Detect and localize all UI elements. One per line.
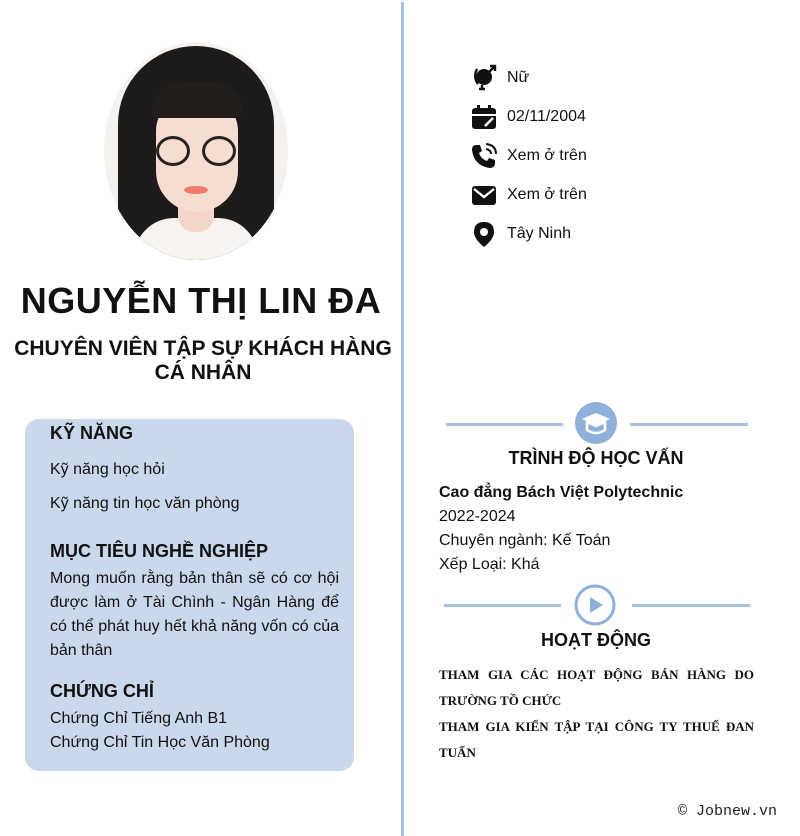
certificate-item: Chứng Chỉ Tiếng Anh B1 xyxy=(50,710,228,727)
objective-heading: MỤC TIÊU NGHỀ NGHIỆP xyxy=(50,541,269,561)
certificate-item: Chứng Chỉ Tin Học Văn Phòng xyxy=(50,734,270,751)
contact-info xyxy=(470,58,587,253)
phone-value: Xem ở trên xyxy=(507,146,587,164)
education-heading: TRÌNH ĐỘ HỌC VẤN xyxy=(508,448,684,468)
email-value: Xem ở trên xyxy=(507,185,587,203)
objective-text: Mong muốn rằng bản thân sẽ có cơ hội được làm ở Tài Chình - Ngân Hàng để có thể phát huy hết khả năng vốn có của bản thân xyxy=(50,570,339,659)
activities-line-right xyxy=(632,604,750,607)
school-name: Cao đẳng Bách Việt Polytechnic xyxy=(439,484,684,501)
education-details xyxy=(439,481,683,577)
education-grade: Xếp Loại: Khá xyxy=(439,556,540,573)
certificates-heading: CHỨNG CHỈ xyxy=(50,681,154,701)
map-pin-icon xyxy=(470,220,498,248)
education-line-right xyxy=(630,423,748,426)
contact-email[interactable] xyxy=(470,175,587,214)
skill-item: Kỹ năng tin học văn phòng xyxy=(50,495,240,512)
copyright-footer: © Jobnew.vn xyxy=(678,803,778,820)
education-period: 2022-2024 xyxy=(439,508,516,525)
graduation-cap-icon xyxy=(575,402,617,444)
skills-heading: KỸ NĂNG xyxy=(50,423,134,443)
play-circle-icon xyxy=(574,584,616,626)
contact-gender xyxy=(470,58,587,97)
full-name: NGUYỄN THỊ LIN ĐA xyxy=(20,280,382,321)
gender-icon xyxy=(470,64,498,92)
calendar-icon xyxy=(470,103,498,131)
contact-birthday xyxy=(470,97,587,136)
education-major: Chuyên ngành: Kế Toán xyxy=(439,532,611,549)
left-info-panel xyxy=(25,419,354,771)
gender-value: Nữ xyxy=(507,68,530,86)
contact-phone[interactable] xyxy=(470,136,587,175)
activity-item: THAM GIA KIẾN TẬP TẠI CÔNG TY THUẾ ĐAN TUẤN xyxy=(439,719,754,760)
birthday-value: 02/11/2004 xyxy=(507,107,586,125)
envelope-icon xyxy=(470,181,498,209)
address-value: Tây Ninh xyxy=(507,224,572,242)
contact-address xyxy=(470,214,587,253)
phone-icon xyxy=(470,142,498,170)
education-line-left xyxy=(446,423,563,426)
activities-heading: HOẠT ĐỘNG xyxy=(541,630,651,650)
column-divider xyxy=(401,2,404,836)
activity-item: THAM GIA CÁC HOẠT ĐỘNG BÁN HÀNG DO TRƯỜNG TỒ CHỨC xyxy=(439,667,754,708)
skill-item: Kỹ năng học hỏi xyxy=(50,461,165,478)
activities-line-left xyxy=(444,604,561,607)
activities-list xyxy=(439,662,754,766)
job-title: CHUYÊN VIÊN TẬP SỰ KHÁCH HÀNG CÁ NHÂN xyxy=(14,337,392,384)
avatar xyxy=(104,42,288,260)
